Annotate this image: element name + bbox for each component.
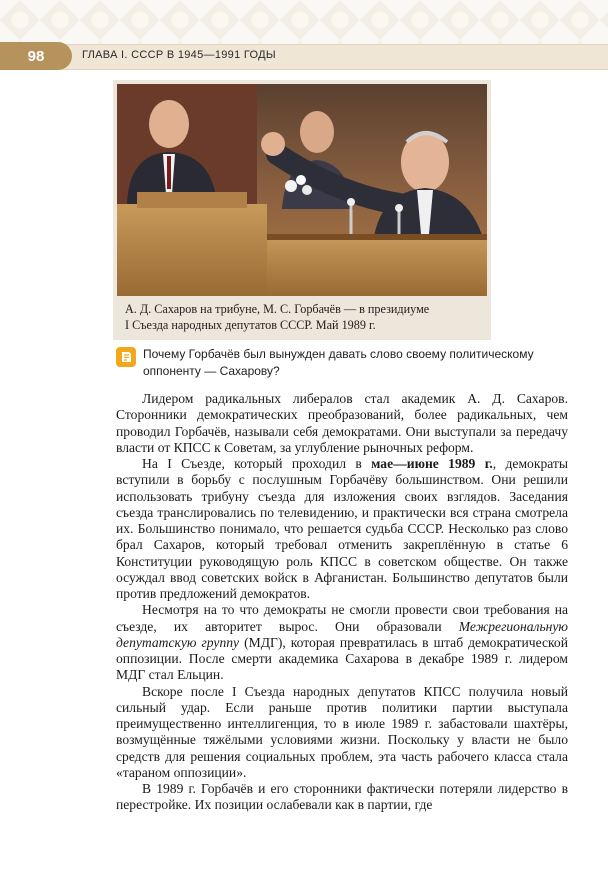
- paragraph: Вскоре после I Съезда народных депутатов КПСС получила новый сильный удар. Если раньше против политики партии выступала преимущественно интеллигенция, то в июле 1989 г. забастовали шахтёры, возмущённые тяжёлыми условиями жизни. Поскольку у власти не было средств для решения социальных проблем, эта часть рабочего класса стала «тараном оппозиции».: [116, 683, 568, 780]
- question-icon: [116, 347, 136, 367]
- caption-line-1: А. Д. Сахаров на трибуне, М. С. Горбачёв — в президиуме: [125, 302, 430, 316]
- paragraph: Лидером радикальных либералов стал академик А. Д. Сахаров. Сторонники демократических преобразований, более радикальных, чем проводил Горбачёв, называли себя демократами. Они выступали за передачу власти от КПСС к Советам, за углубление рыночных реформ.: [116, 391, 568, 455]
- photo-illustration: [117, 84, 487, 296]
- page-number-tab: [0, 42, 72, 70]
- chapter-title: ГЛАВА I. СССР В 1945—1991 ГОДЫ: [82, 49, 276, 61]
- caption-line-2: I Съезда народных депутатов СССР. Май 1989 г.: [125, 318, 376, 332]
- paragraph: Несмотря на то что демократы не смогли провести свои требования на съезде, их авторитет вырос. Они образовали Межрегиональную депутатскую группу (МДГ), которая превратилась в штаб демократической оппозиции. После смерти академика Сахарова в декабре 1989 г. лидером МДГ стал Ельцин.: [116, 602, 568, 683]
- figure-caption: [125, 301, 483, 333]
- photo: [117, 84, 487, 296]
- paragraph: На I Съезде, который проходил в мае—июне 1989 г., демократы вступили в борьбу с послушным Горбачёву большинством. Они решили использовать трибуну съезда для изложения своих взглядов. Заседания съезда транслировались по телевидению, и практически вся страна смотрела их. Большинство понимало, что решается судьба СССР. Несколько раз слово брал Сахаров, который требовал отменить закреплённую в статье 6 Конституции руководящую роль КПСС в советском обществе. Он также осуждал ввод советских войск в Афганистан. Большинство депутатов были против предложений демократов.: [116, 456, 569, 601]
- question-text: Почему Горбачёв был вынужден давать слово своему политическому оппоненту — Сахарову?: [143, 347, 534, 378]
- figure: [113, 80, 491, 340]
- paragraph: В 1989 г. Горбачёв и его сторонники фактически потеряли лидерство в перестройке. Их позиции ослабевали как в партии, где: [116, 781, 568, 813]
- italic-term: Межрегиональную депутатскую группу: [116, 618, 568, 650]
- body-text: [116, 391, 568, 814]
- bold-date: мае—июне 1989 г.: [371, 456, 493, 471]
- page-number: 98: [27, 47, 45, 65]
